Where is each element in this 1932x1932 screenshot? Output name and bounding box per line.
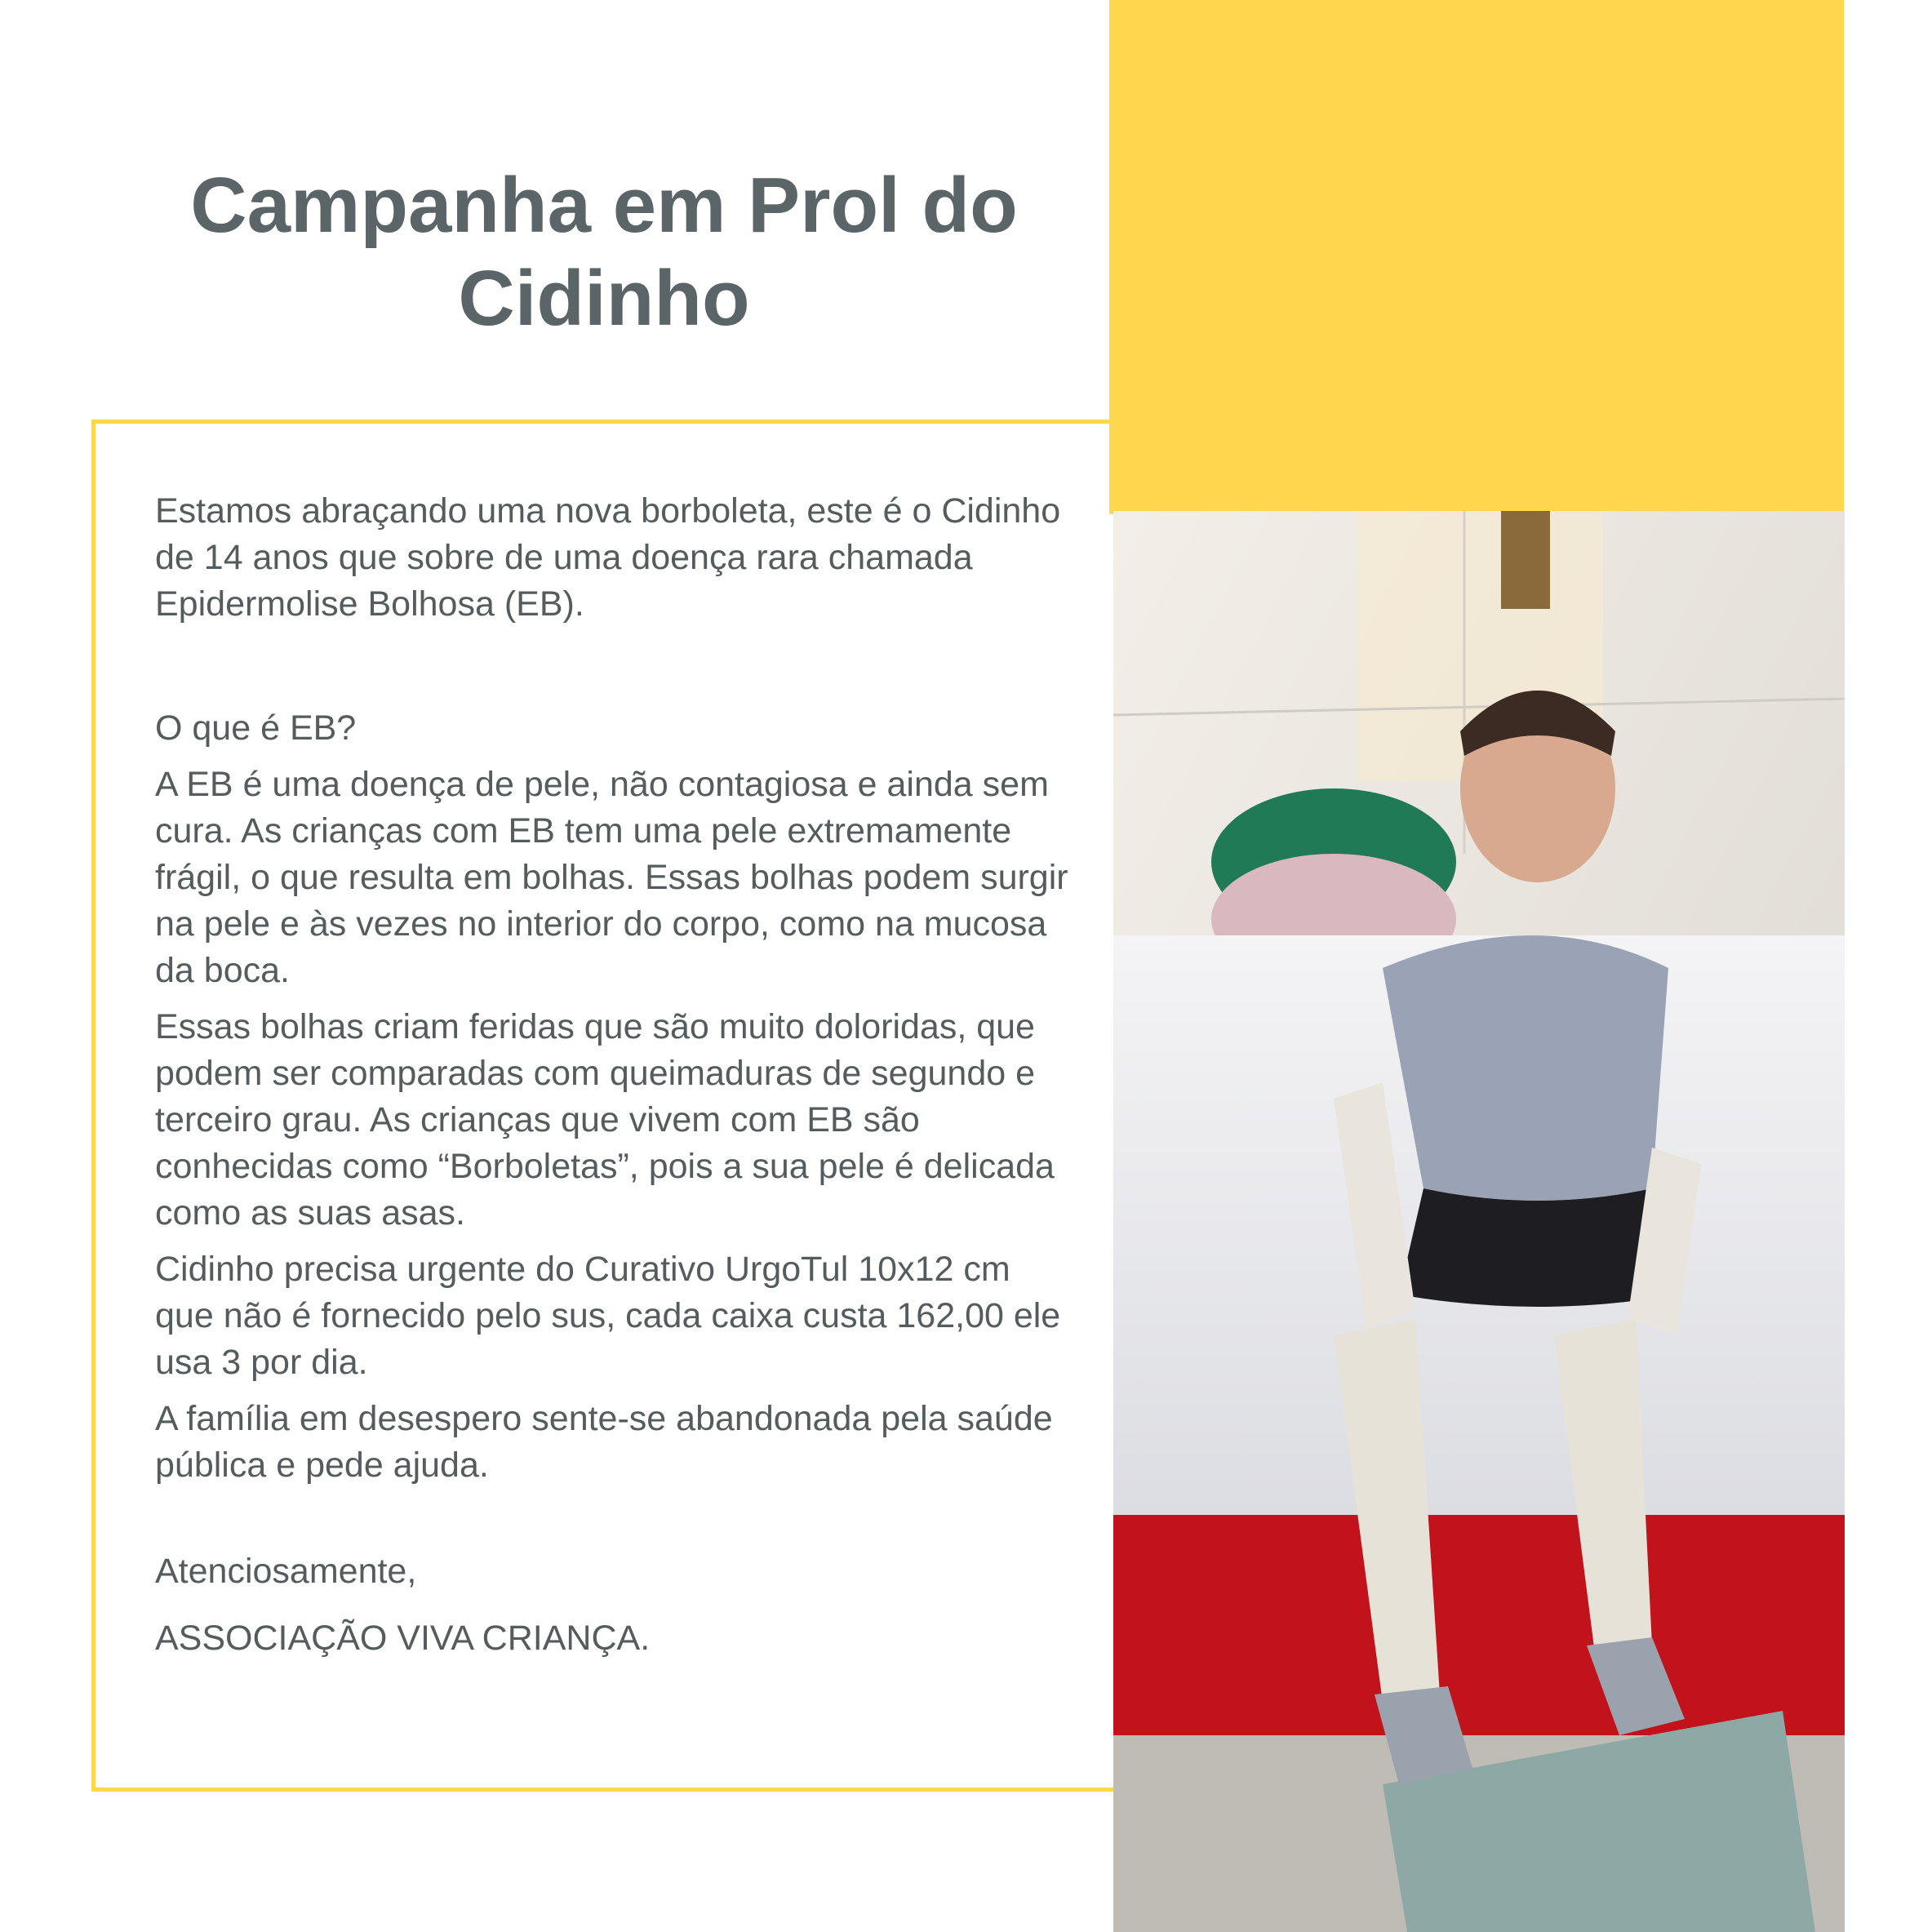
paragraph-need: Cidinho precisa urgente do Curativo UrgoTul 10x12 cm que não é fornecido pelo sus, cada caixa custa 162,00 ele usa 3 por dia. [155, 1250, 1061, 1382]
paragraph-family: A família em desespero sente-se abandonada pela saúde pública e pede ajuda. [155, 1399, 1053, 1485]
intro-paragraph: Estamos abraçando uma nova borboleta, este é o Cidinho de 14 anos que sobre de uma doença rara chamada Epidermolise Bolhosa (EB). [155, 491, 1061, 624]
closing-text: Atenciosamente, [155, 1552, 417, 1591]
page-title: Campanha em Prol do Cidinho [190, 162, 1018, 342]
body-text [155, 488, 1069, 1662]
question-heading: O que é EB? [155, 708, 357, 748]
paragraph-eb-wounds: Essas bolhas criam feridas que são muito doloridas, que podem ser comparadas com queimaduras de segundo e terceiro grau. As crianças que vivem com EB são conhecidas como “Borboletas”, pois a sua pele é delicada como as suas asas. [155, 1007, 1055, 1232]
child-photo [1113, 511, 1845, 1932]
paragraph-eb-definition: A EB é uma doença de pele, não contagiosa e ainda sem cura. As crianças com EB tem uma pele extremamente frágil, o que resulta em bolhas. Essas bolhas podem surgir na pele e às vezes no interior do corpo, como na mucosa da boca. [155, 765, 1068, 990]
organization-name: ASSOCIAÇÃO VIVA CRIANÇA. [155, 1619, 651, 1658]
yellow-accent-panel [1109, 0, 1844, 514]
